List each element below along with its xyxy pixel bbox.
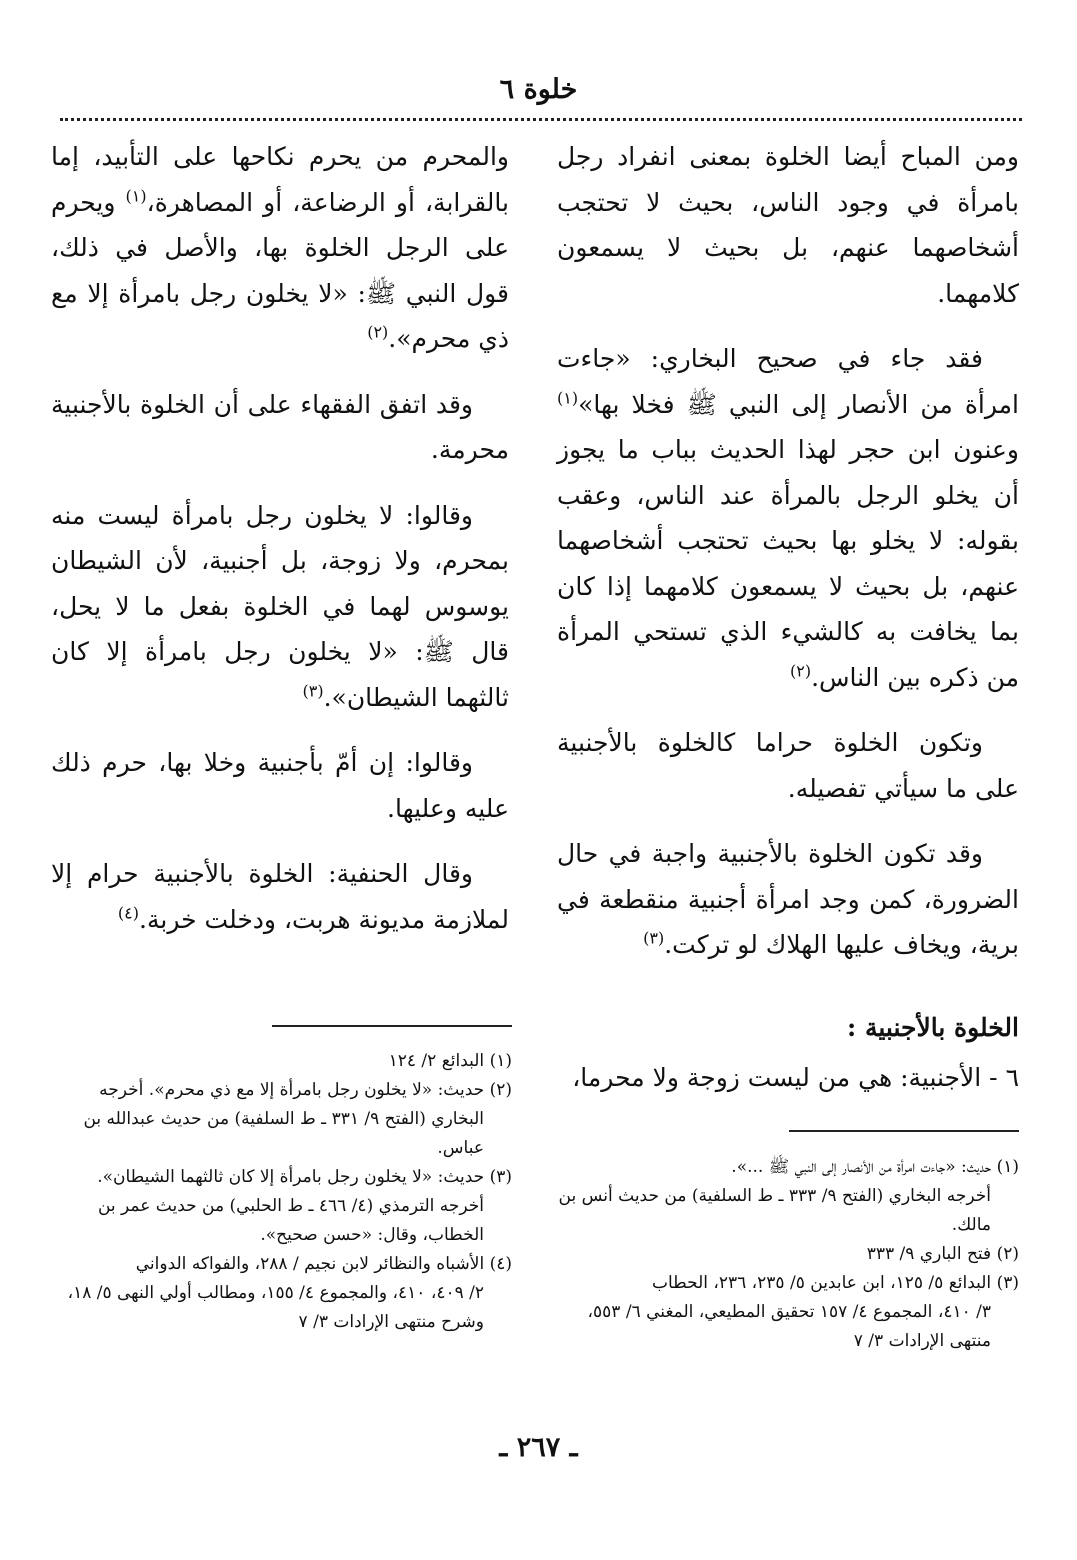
footnote: (١) حديث: «جاءت امرأة من الأنصار إلى النبي ﷺ ...». أخرجه البخاري (الفتح ٩/ ٣٣٣ ـ ط السلفية) من حديث أنس بن مالك. [558, 1157, 1019, 1235]
paragraph: ومن المباح أيضا الخلوة بمعنى انفراد رجل بامرأة في وجود الناس، بحيث لا تحتجب أشخاصهما عنهم، بل بحيث لا يسمعون كلامهما. [557, 142, 1019, 308]
paragraph: فقد جاء في صحيح البخاري: «جاءت امرأة من الأنصار إلى النبي ﷺ فخلا بها»$^{(١)}$ وعنون ابن حجر لهذا الحديث بباب ما يجوز أن يخلو الرجل بالمرأة عند الناس، وعقب بقوله: لا يخلو بها بحيث تحتجب أشخاصهما عنهم، بل بحيث لا يسمعون كلامهما إذا كان بما يخافت به كالشيء الذي تستحي المرأة من ذكره بين الناس.$^{(٢)}$ [557, 344, 1019, 692]
paragraph: وقد تكون الخلوة بالأجنبية واجبة في حال الضرورة، كمن وجد امرأة أجنبية منقطعة في برية، ويخاف عليها الهلاك لو تركت.$^{(٣)}$ [557, 839, 1019, 959]
footnote-ref: (٣) [302, 681, 324, 701]
paragraph: والمحرم من يحرم نكاحها على التأبيد، إما بالقرابة، أو الرضاعة، أو المصاهرة،$^{(١)}$ ويحرم على الرجل الخلوة بها، والأصل في ذلك، قول النبي ﷺ: «لا يخلون رجل بامرأة إلا مع ذي محرم».$^{(٢)}$ [51, 142, 509, 353]
footnotes-right [549, 1153, 1019, 1356]
left-column [51, 134, 509, 962]
right-column [557, 134, 1019, 988]
page-header: خلوة ٦ [499, 74, 578, 105]
footnote-ref: (١) [125, 186, 147, 206]
footnote: (٤) الأشباه والنظائر لابن نجيم / ٢٨٨، والفواكه الدواني ٢/ ٤٠٩، ٤١٠، والمجموع ٤/ ١٥٥، ومطالب أولي النهى ٥/ ١٨، وشرح منتهى الإرادات ٣/ ٧ [67, 1254, 512, 1332]
footnote-ref: (٢) [367, 322, 389, 342]
paragraph: وقال الحنفية: الخلوة بالأجنبية حرام إلا لملازمة مديونة هربت، ودخلت خربة.$^{(٤)}$ [51, 859, 509, 934]
page-number: ـ ٢٦٧ ـ [499, 1432, 578, 1463]
section-definition: ٦ - الأجنبية: هي من ليست زوجة ولا محرما، [572, 1063, 1019, 1092]
footnote: (١) البدائع ٢/ ١٢٤ [388, 1051, 512, 1071]
footnote-ref: (١) [557, 388, 579, 408]
footnote-divider-right [789, 1130, 1019, 1132]
footnote: (٢) فتح الباري ٩/ ٣٣٣ [866, 1244, 1019, 1264]
footnote-ref: (٤) [117, 903, 140, 923]
header-divider [60, 118, 1022, 121]
footnotes-left [50, 1047, 512, 1337]
footnote-ref: (٢) [789, 661, 812, 681]
footnote: (٢) حديث: «لا يخلون رجل بامرأة إلا مع ذي محرم». أخرجه البخاري (الفتح ٩/ ٣٣١ ـ ط السلفية) من حديث عبدالله بن عباس. [83, 1080, 512, 1158]
footnote: (٣) حديث: «لا يخلون رجل بامرأة إلا كان ثالثهما الشيطان». أخرجه الترمذي (٤/ ٤٦٦ ـ ط الحلبي) من حديث عمر بن الخطاب، وقال: «حسن صحيح». [97, 1167, 512, 1245]
footnote: (٣) البدائع ٥/ ١٢٥، ابن عابدين ٥/ ٢٣٥، ٢٣٦، الحطاب ٣/ ٤١٠، المجموع ٤/ ١٥٧ تحقيق المطيعي، المغني ٦/ ٥٥٣، منتهى الإرادات ٣/ ٧ [587, 1273, 1019, 1351]
footnote-divider-left [272, 1025, 512, 1027]
paragraph: وقد اتفق الفقهاء على أن الخلوة بالأجنبية محرمة. [51, 389, 509, 464]
paragraph: وقالوا: إن أمّ بأجنبية وخلا بها، حرم ذلك عليه وعليها. [51, 748, 509, 823]
paragraph: وتكون الخلوة حراما كالخلوة بالأجنبية على ما سيأتي تفصيله. [557, 728, 1019, 803]
paragraph: وقالوا: لا يخلون رجل بامرأة ليست منه بمحرم، ولا زوجة، بل أجنبية، لأن الشيطان يوسوس لهما في الخلوة بفعل ما لا يحل، قال ﷺ: «لا يخلون رجل بامرأة إلا كان ثالثهما الشيطان».$^{(٣)}$ [51, 500, 509, 712]
section-title: الخلوة بالأجنبية : [847, 1013, 1019, 1042]
footnote-ref: (٣) [643, 928, 665, 948]
